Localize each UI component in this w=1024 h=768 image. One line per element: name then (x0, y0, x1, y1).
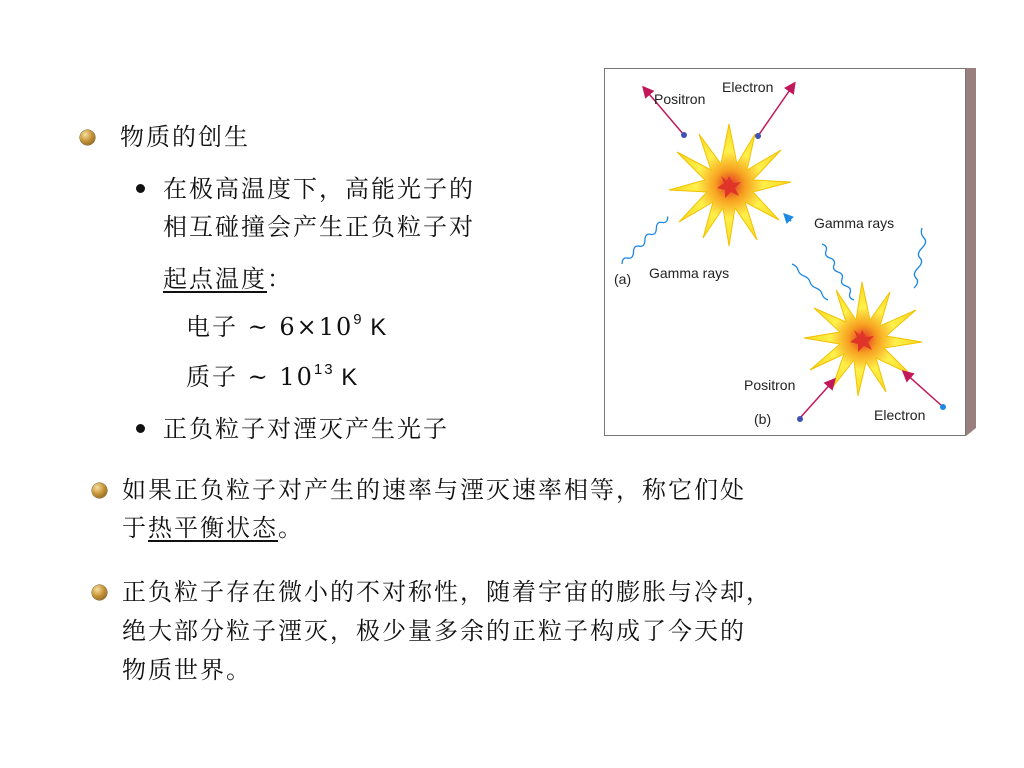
electron-temp-unit: K (363, 314, 387, 341)
frame-side (966, 68, 976, 436)
label-gamma-rays-right: Gamma rays (814, 215, 895, 231)
electron-temp-exponent: 9 (353, 311, 364, 328)
bullet-icon (92, 483, 107, 498)
section-3-line-1: 正负粒子存在微小的不对称性，随着宇宙的膨胀与冷却， (122, 578, 772, 606)
sub-bullet-icon (136, 184, 145, 193)
positron-b-dot (797, 416, 803, 422)
electron-temp-prefix: 电子 ~ 6×10 (186, 313, 354, 341)
colon: ： (267, 265, 293, 293)
label-electron-b: Electron (874, 407, 926, 423)
label-a: (a) (614, 271, 632, 287)
pair-production-annihilation-figure (604, 68, 976, 436)
bullet-icon (80, 130, 95, 145)
positron-a-dot (681, 132, 687, 138)
bullet-icon (92, 585, 107, 600)
electron-temperature (186, 310, 386, 345)
start-temperature-label: 起点温度 (163, 265, 267, 293)
start-temperature-line (163, 262, 293, 296)
thermal-equilibrium-term: 热平衡状态 (148, 514, 278, 542)
sub-item-1-line-1: 在极高温度下，高能光子的 (163, 175, 475, 203)
sub-bullet-icon (136, 424, 145, 433)
section-2-suffix: 。 (278, 514, 304, 542)
section-3-line-3: 物质世界。 (122, 656, 252, 684)
label-electron-a: Electron (722, 79, 774, 95)
label-positron-a: Positron (654, 91, 706, 107)
proton-temperature (186, 360, 357, 395)
section-2-prefix: 于 (122, 514, 148, 542)
electron-a-dot (755, 133, 761, 139)
sub-item-2: 正负粒子对湮灭产生光子 (163, 415, 449, 443)
heading-creation-of-matter: 物质的创生 (120, 123, 250, 151)
proton-temp-exponent: 13 (313, 361, 335, 378)
proton-temp-prefix: 质子 ~ 10 (186, 363, 314, 391)
electron-b-dot (940, 404, 946, 410)
section-3-line-2: 绝大部分粒子湮灭，极少量多余的正粒子构成了今天的 (122, 617, 746, 645)
section-2-line-1: 如果正负粒子对产生的速率与湮灭速率相等，称它们处 (122, 476, 746, 504)
section-2-line-2 (122, 511, 304, 545)
label-gamma-rays-left: Gamma rays (649, 265, 730, 281)
label-positron-b: Positron (744, 377, 796, 393)
proton-temp-unit: K (334, 364, 358, 391)
label-b: (b) (754, 411, 772, 427)
sub-item-1-line-2: 相互碰撞会产生正负粒子对 (163, 213, 475, 241)
